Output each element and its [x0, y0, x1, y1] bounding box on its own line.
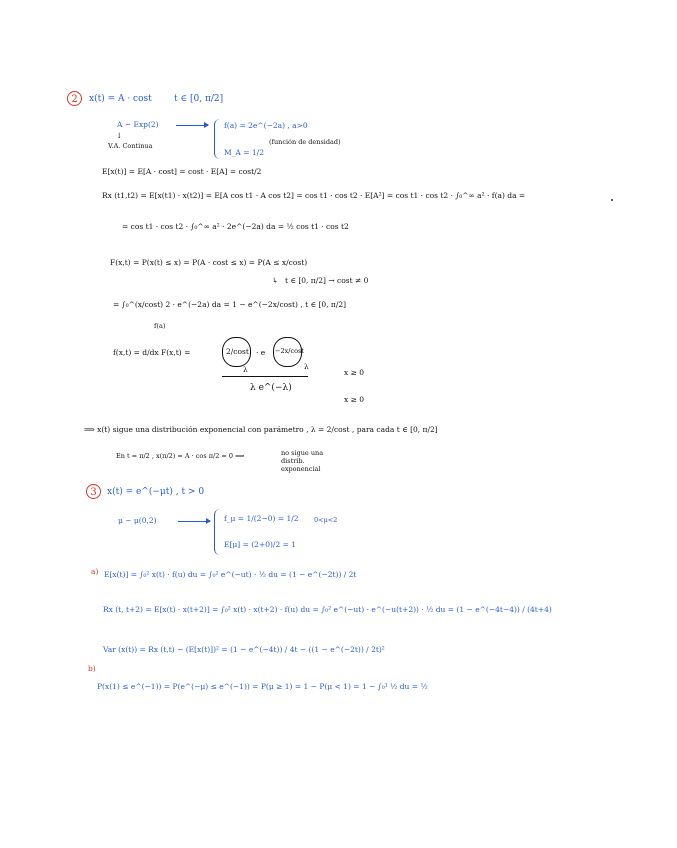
part-b-label: b): [88, 664, 96, 673]
p2-pdf-note: (función de densidad): [269, 138, 341, 146]
p2-conclusion: ⟹ x(t) sigue una distribución exponencial con parámetro , λ = 2/cost , para cada t ∈ [0, π/2]: [84, 425, 438, 434]
down-arrow-icon: ↓: [116, 131, 123, 140]
p2-integral-under: f(a): [154, 322, 166, 330]
p2-condition-2: x ≥ 0: [344, 395, 365, 404]
curved-arrow-icon: ↳: [272, 276, 279, 285]
p2-header-right: t ∈ [0, π/2]: [174, 94, 224, 104]
right-arrow-icon: [176, 125, 208, 126]
p2-density-exponent: −2x/cost: [275, 347, 304, 355]
p2-cdf-condition: t ∈ [0, π/2] → cost ≠ 0: [285, 276, 369, 285]
p2-cdf: F(x,t) = P(x(t) ≤ x) = P(A · cost ≤ x) = P(A ≤ x/cost): [110, 258, 308, 267]
p3-support: 0<μ<2: [314, 516, 338, 524]
p2-va-note: V.A. Continua: [108, 142, 153, 150]
p2-expectation: E[x(t)] = E[A · cost] = cost · E[A] = cost/2: [102, 167, 262, 176]
p2-autocorrelation: Rx (t1,t2) = E[x(t1) · x(t2)] = E[A cos t1 · A cos t2] = cos t1 · cos t2 · E[A²] = cos t1 · cos t2 · ∫₀^∞ a² · f(a) da =: [102, 191, 526, 200]
p2-mean: M_A = 1/2: [224, 148, 264, 157]
underline-mark: [222, 376, 308, 377]
stray-dot: [611, 199, 613, 201]
p3-mean: E[μ] = (2+0)/2 = 1: [224, 540, 297, 549]
p2-density-lhs: f(x,t) = d/dx F(x,t) =: [113, 348, 191, 357]
p2-condition-1: x ≥ 0: [344, 368, 365, 377]
lambda-mark: λ: [243, 365, 248, 374]
p3-probability: P(x(1) ≤ e^(−1)) = P(e^(−μ) ≤ e^(−1)) = P(μ ≥ 1) = 1 − P(μ < 1) = 1 − ∫₀¹ ½ du = ½: [97, 682, 428, 691]
lambda-mark-2: λ: [304, 362, 309, 371]
p3-expectation: E[x(t)] = ∫₀² x(t) · f(u) du = ∫₀² e^(−ut) · ½ du = (1 − e^(−2t)) / 2t: [104, 570, 357, 579]
p3-autocorrelation: Rx (t, t+2) = E[x(t) · x(t+2)] = ∫₀² x(t) · x(t+2) · f(u) du = ∫₀² e^(−ut) · e^(−u(t+2)) · ½ du = (1 − e^(−4t−4)) / (4t+4): [103, 605, 552, 614]
part-a-label: a): [91, 567, 99, 576]
p2-autocorrelation-2: = cos t1 · cos t2 · ∫₀^∞ a² · 2e^(−2a) da = ½ cos t1 · cos t2: [122, 222, 349, 231]
brace-icon: [214, 119, 221, 159]
p2-special-note: no sigue una distrib. exponencial: [281, 449, 324, 473]
brace-icon: [214, 509, 221, 555]
p2-density-e: · e: [256, 348, 266, 357]
p3-variance: Var (x(t)) = Rx (t,t) − (E[x(t)])² = (1 − e^(−4t)) / 4t − ((1 − e^(−2t)) / 2t)²: [103, 645, 385, 654]
p2-integral: = ∫₀^(x/cost) 2 · e^(−2a) da = 1 − e^(−2x/cost) , t ∈ [0, π/2]: [113, 300, 347, 309]
p2-header-left: x(t) = A · cost: [89, 94, 152, 104]
p2-distribution: A ~ Exp(2): [117, 120, 159, 129]
problem-3-number: 3: [86, 484, 101, 499]
p2-lambda-expr: λ e^(−λ): [250, 383, 292, 393]
p3-pdf: f_μ = 1/(2−0) = 1/2: [224, 514, 299, 523]
p2-special-case: En t = π/2 , x(π/2) = A · cos π/2 = 0 ⟹: [116, 452, 245, 460]
problem-2-number: 2: [67, 91, 82, 106]
right-arrow-icon: [178, 521, 210, 522]
p2-pdf: f(a) = 2e^(−2a) , a>0: [224, 121, 308, 130]
p3-distribution: μ ~ μ(0,2): [118, 516, 157, 525]
p3-header: x(t) = e^(−μt) , t > 0: [107, 487, 205, 497]
p2-density-factor: 2/cost: [226, 347, 249, 356]
